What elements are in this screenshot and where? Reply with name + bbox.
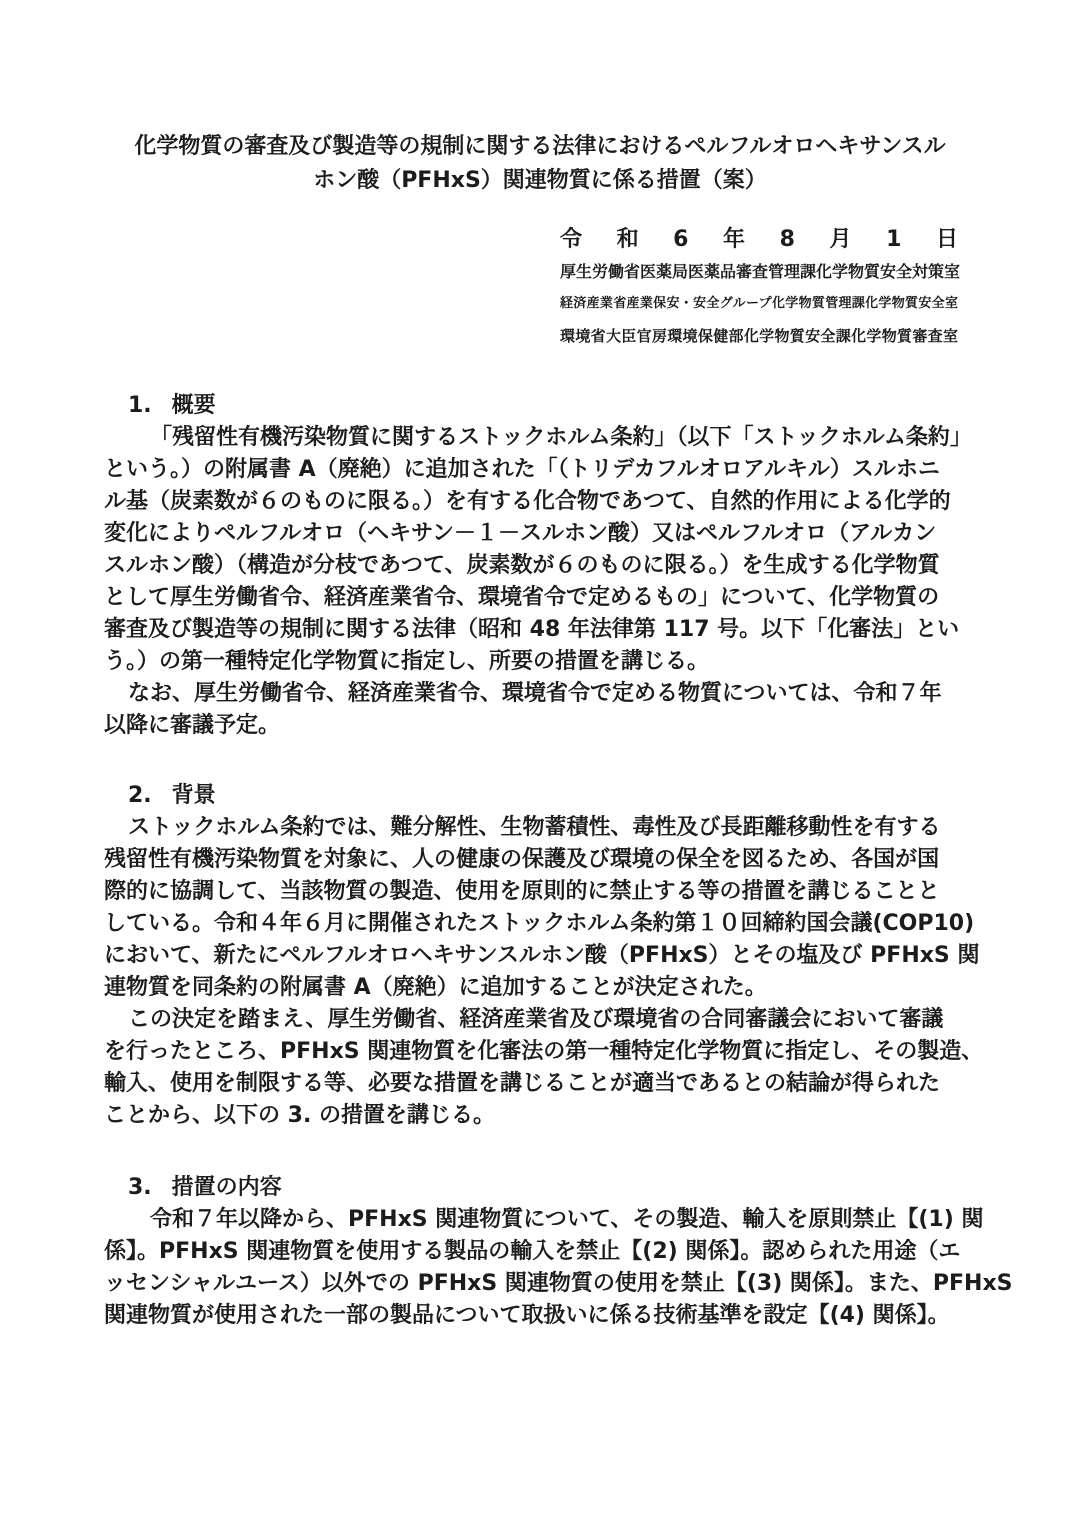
body-line: スルホン酸）（構造が分枝であつて、炭素数が６のものに限る。）を生成する化学物質 — [104, 553, 940, 578]
body-line: 変化によりペルフルオロ（ヘキサン－１－スルホン酸）又はペルフルオロ（アルカン — [104, 521, 937, 546]
body-line: 輸入、使用を制限する等、必要な措置を講じることが適当であるとの結論が得られた — [104, 1071, 941, 1096]
body-line: 関連物質が使用された一部の製品について取扱いに係る技術基準を設定【(4) 関係】。 — [104, 1303, 950, 1328]
section-heading — [104, 780, 1080, 812]
org-line-moe: 環境省大臣官房環境保健部化学物質安全課化学物質審査室 — [560, 327, 958, 345]
document-body — [104, 390, 1080, 1332]
body-line: 係】。PFHxS 関連物質を使用する製品の輸入を禁止【(2) 関係】。認められた用途（エ — [104, 1239, 961, 1264]
body-line: 令和７年以降から、PFHxS 関連物質について、その製造、輸入を原則禁止【(1) 関 — [150, 1207, 984, 1232]
section-number: 3. — [128, 1175, 152, 1200]
body-line: として厚生労働省令、経済産業省令、環境省令で定めるもの」について、化学物質の — [104, 585, 940, 610]
title-line-1: 化学物質の審査及び製造等の規制に関する法律におけるペルフルオロヘキサンスル — [134, 134, 946, 159]
body-line: ことから、以下の 3. の措置を講じる。 — [104, 1103, 495, 1128]
body-line: この決定を踏まえ、厚生労働省、経済産業省及び環境省の合同審議会において審議 — [128, 1007, 944, 1032]
body-line: 以降に審議予定。 — [104, 713, 281, 738]
title-line-2: ホン酸（PFHxS）関連物質に係る措置（案） — [313, 168, 767, 193]
section-heading — [104, 390, 1080, 422]
section-heading — [104, 1172, 1080, 1204]
section-overview — [104, 390, 1080, 742]
section-label: 概要 — [171, 393, 216, 418]
body-line: 残留性有機汚染物質を対象に、人の健康の保護及び環境の保全を図るため、各国が国 — [104, 847, 940, 872]
body-line: う。）の第一種特定化学物質に指定し、所要の措置を講じる。 — [104, 649, 710, 674]
body-line: という。）の附属書 A（廃絶）に追加された「（トリデカフルオロアルキル）スルホニ — [104, 457, 940, 482]
body-line: なお、厚生労働省令、経済産業省令、環境省令で定める物質については、令和７年 — [128, 681, 942, 706]
section-number: 1. — [128, 393, 152, 418]
document-date: 令和6年8月1日 — [560, 227, 958, 252]
body-line: 「残留性有機汚染物質に関するストックホルム条約」（以下「ストックホルム条約」 — [150, 425, 972, 450]
section-background — [104, 780, 1080, 1132]
org-line-mhlw: 厚生労働省医薬局医薬品審査管理課化学物質安全対策室 — [560, 262, 961, 281]
section-measures — [104, 1172, 1080, 1332]
section-label: 措置の内容 — [171, 1175, 282, 1200]
body-line: を行ったところ、PFHxS 関連物質を化審法の第一種特定化学物質に指定し、その製造、 — [104, 1039, 984, 1064]
body-line: 連物質を同条約の附属書 A（廃絶）に追加することが決定された。 — [104, 975, 767, 1000]
org-line-meti: 経済産業省産業保安・安全グループ化学物質管理課化学物質安全室 — [560, 296, 958, 311]
section-label: 背景 — [171, 783, 216, 808]
body-line: ストックホルム条約では、難分解性、生物蓄積性、毒性及び長距離移動性を有する — [128, 815, 941, 840]
document-title — [0, 0, 1080, 198]
body-line: 審査及び製造等の規制に関する法律（昭和 48 年法律第 117 号。以下「化審法」とい — [104, 617, 960, 642]
body-line: ル基（炭素数が６のものに限る。）を有する化合物であつて、自然的作用による化学的 — [104, 489, 951, 514]
body-line: において、新たにペルフルオロヘキサンスルホン酸（PFHxS）とその塩及び PFHxS 関 — [104, 943, 980, 968]
body-line: ッセンシャルユース）以外での PFHxS 関連物質の使用を禁止【(3) 関係】。また、PFHxS — [104, 1271, 1013, 1296]
section-number: 2. — [128, 783, 152, 808]
date-org-block — [560, 224, 961, 352]
body-line: している。令和４年６月に開催されたストックホルム条約第１０回締約国会議(COP10) — [104, 911, 975, 936]
body-line: 際的に協調して、当該物質の製造、使用を原則的に禁止する等の措置を講じることと — [104, 879, 940, 904]
